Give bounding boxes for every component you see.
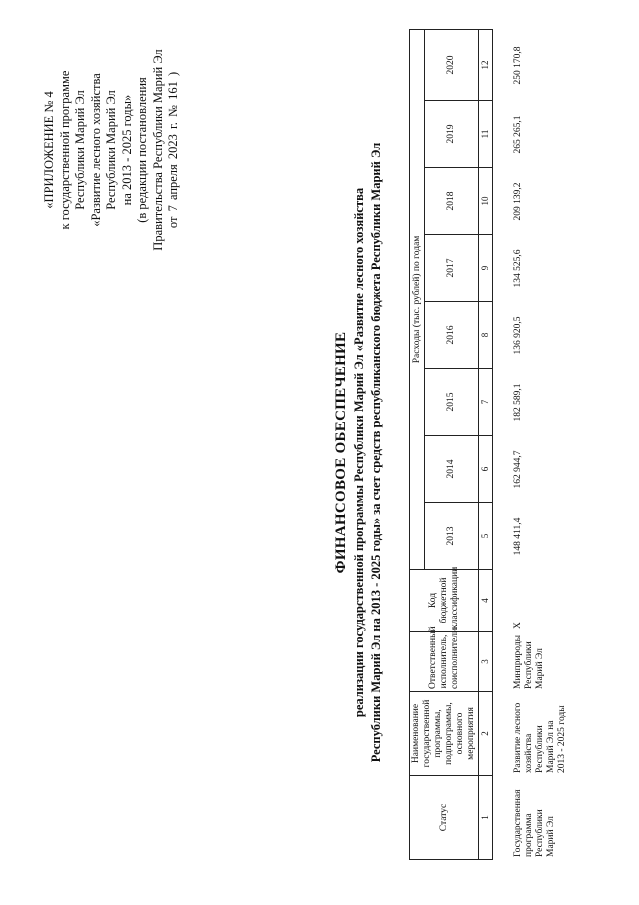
financing-table-header <box>409 29 493 860</box>
header-year: 2016 <box>425 302 479 369</box>
column-number: 1 <box>479 776 493 860</box>
table-row <box>512 30 569 860</box>
column-number: 5 <box>479 503 493 570</box>
row-status: Государственная программа Республики Марий Эл <box>513 789 556 857</box>
column-number: 12 <box>479 29 493 100</box>
document-subtitle-line-1: реализации государственной программы Республики Марий Эл «Развитие лесного хозяйства <box>352 187 366 718</box>
column-number: 6 <box>479 436 493 503</box>
column-number: 7 <box>479 369 493 436</box>
row-value: 250 170,8 <box>513 46 523 85</box>
header-expenses: Расходы (тыс. рублей) по годам <box>410 29 425 569</box>
header-status: Статус <box>410 776 479 860</box>
appendix-line: на 2013 - 2025 годы» <box>119 94 134 206</box>
appendix-line: «ПРИЛОЖЕНИЕ № 4 <box>42 91 56 209</box>
row-value: 209 139,2 <box>513 182 523 221</box>
row-value: 182 589,1 <box>513 383 523 422</box>
appendix-line: «Развитие лесного хозяйства <box>88 73 103 227</box>
document-title: ФИНАНСОВОЕ ОБЕСПЕЧЕНИЕ <box>333 331 349 574</box>
column-number: 8 <box>479 302 493 369</box>
header-year: 2014 <box>425 436 479 503</box>
row-name: Развитие лесного хозяйства Республики Марий Эл на 2013 - 2025 годы <box>513 702 567 773</box>
column-number: 10 <box>479 168 493 235</box>
column-number: 2 <box>479 692 493 776</box>
header-name: Наименование государственной программы, подпрограммы, основного мероприятия <box>410 692 479 776</box>
header-code: Код бюджетной классификации <box>410 570 479 632</box>
header-year: 2017 <box>425 235 479 302</box>
appendix-line: Правительства Республики Марий Эл <box>150 49 165 251</box>
column-number: 3 <box>479 632 493 692</box>
header-year: 2019 <box>425 101 479 168</box>
appendix-line: Республики Марий Эл <box>104 90 118 210</box>
header-year: 2013 <box>425 503 479 570</box>
row-value: 162 944,7 <box>513 450 523 489</box>
header-year: 2018 <box>425 168 479 235</box>
appendix-line: к государственной программе <box>57 70 72 230</box>
row-value: 134 525,6 <box>513 249 523 288</box>
row-value: 136 920,5 <box>513 316 523 355</box>
column-number: 9 <box>479 235 493 302</box>
appendix-date-line: от 7 апреля 2023 г. № 161 ) <box>166 71 180 229</box>
document-subtitle-line-2: Республики Марий Эл на 2013 - 2025 годы» за счет средств республиканского бюджета Республики Марий Эл <box>369 142 383 763</box>
column-number: 11 <box>479 101 493 168</box>
row-value: 148 411,4 <box>513 517 523 556</box>
financing-table-body <box>512 30 569 860</box>
appendix-line: (в редакции постановления <box>135 77 149 223</box>
header-executor: Ответственный исполнитель, соисполнители <box>410 632 479 692</box>
appendix-line: Республики Марий Эл <box>73 90 87 210</box>
header-year: 2020 <box>425 29 479 100</box>
row-value: 265 265,1 <box>513 115 523 154</box>
header-year: 2015 <box>425 369 479 436</box>
row-code: X <box>513 622 523 629</box>
row-executor: Минприроды Республики Марий Эл <box>513 635 545 689</box>
column-number: 4 <box>479 570 493 632</box>
appendix-header <box>42 25 182 275</box>
